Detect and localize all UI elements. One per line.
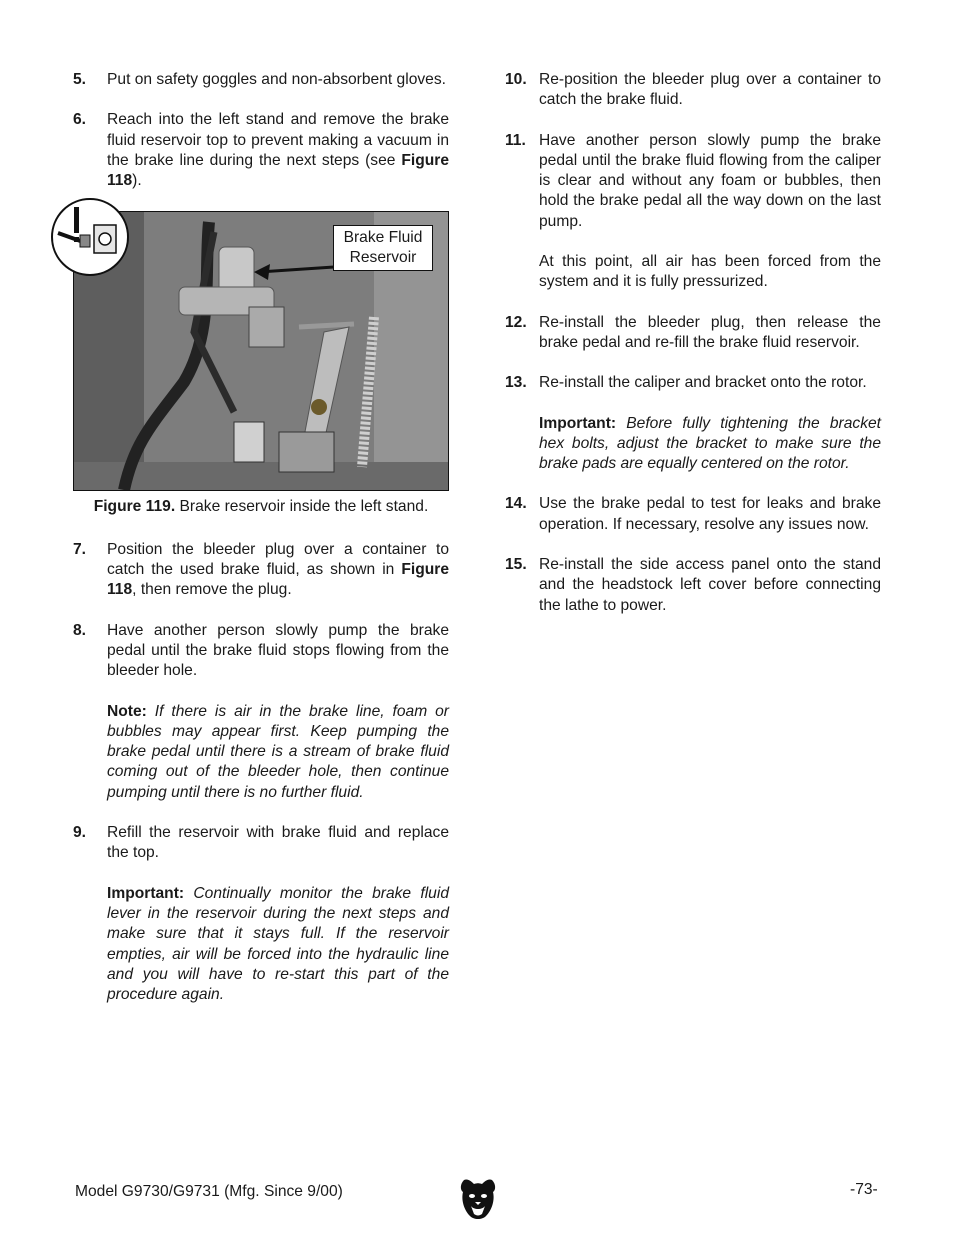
step-number: 9. [73,824,87,842]
step-text: Have another person slowly pump the brake pedal until the brake fluid stops flowing from the bleeder hole. [107,621,449,680]
step-number: 7. [73,540,87,558]
left-column [73,70,449,1025]
callout-line: Reservoir [349,249,417,267]
step-text: Refill the reservoir with brake fluid and replace the top. [107,824,449,862]
callout-line: Brake Fluid [343,229,423,247]
step-9 [73,823,449,1005]
figure-caption [73,497,449,517]
step-text-part: Position the bleeder plug over a container to catch the used brake fluid, as shown in [107,540,449,579]
step-number: 8. [73,621,87,639]
step-number: 10. [505,71,527,88]
step-number: 15. [505,556,527,574]
step-10 [505,70,881,111]
brake-fluid-reservoir-callout [333,225,433,271]
caption-text: Brake reservoir inside the left stand. [175,498,429,516]
step-text: Put on safety goggles and non-absorbent gloves. [107,71,446,88]
note-label: Important: [539,414,617,432]
note-text: Continually monitor the brake fluid lever in the reservoir during the next steps and make sure that it stays full. If the reservoir empties, air will be forced into the hydraulic line and you will have to re-start this part of the procedure again. [107,884,449,1004]
step-text: Have another person slowly pump the brake pedal until the brake fluid flowing from the caliper is clear and without any foam or bubbles, then hold the brake pedal all the way down on the last pump. [539,131,881,230]
step-12 [505,313,881,354]
step-text-part: ). [132,172,142,190]
step-text-part: , then remove the plug. [132,581,292,599]
step-note [539,414,881,475]
step-6 [73,110,449,191]
figure-reference: Figure 118 [107,561,449,599]
note-label: Important: [107,884,185,902]
step-text: At this point, all air has been forced from the system and it is fully pressurized. [539,253,881,291]
figure-119 [73,211,449,491]
step-text: Re-install the bleeder plug, then release the brake pedal and re-fill the brake fluid reservoir. [539,313,881,351]
figure-reference: Figure 118 [107,151,449,190]
step-number: 13. [505,374,527,392]
step-13 [505,373,881,474]
step-8 [73,621,449,803]
step-15 [505,555,881,616]
step-7 [73,540,449,601]
step-note [107,702,449,803]
step-text: Re-position the bleeder plug over a container to catch the brake fluid. [539,71,881,109]
step-number: 6. [73,111,87,129]
caption-label: Figure 119. [93,498,176,516]
step-5 [73,70,449,90]
step-text: Re-install the caliper and bracket onto the rotor. [539,374,867,392]
page-number: -73- [850,1181,878,1198]
step-note [107,884,449,1006]
step-number: 5. [73,71,87,88]
step-11 [505,131,881,293]
step-text-part: Reach into the left stand and remove the brake fluid reservoir top to prevent making a vacuum in the brake line during the next steps (see [107,111,449,169]
step-text [107,110,449,191]
step-text: Use the brake pedal to test for leaks and brake operation. If necessary, resolve any issues now. [539,495,881,533]
step-text: Re-install the side access panel onto the stand and the headstock left cover before connecting the lathe to power. [539,556,881,614]
step-number: 11. [505,131,526,149]
step-number: 12. [505,313,527,331]
disconnect-power-warning-icon [50,197,130,277]
note-text: Before fully tightening the bracket hex bolts, adjust the bracket to make sure the brake pads are equally centered on the rotor. [539,414,881,473]
step-text [107,540,449,601]
note-text: If there is air in the brake line, foam or bubbles may appear first. Keep pumping the brake pedal until there is a stream of brake fluid coming out of the bleeder hole, then continue pumping until there is no further fluid. [107,702,449,801]
note-label: Note: [107,702,147,720]
footer-model: Model G9730/G9731 (Mfg. Since 9/00) [75,1183,343,1200]
grizzly-bear-logo-icon [458,1176,498,1222]
step-14 [505,494,881,535]
right-column [505,70,881,636]
step-number: 14. [505,495,527,513]
